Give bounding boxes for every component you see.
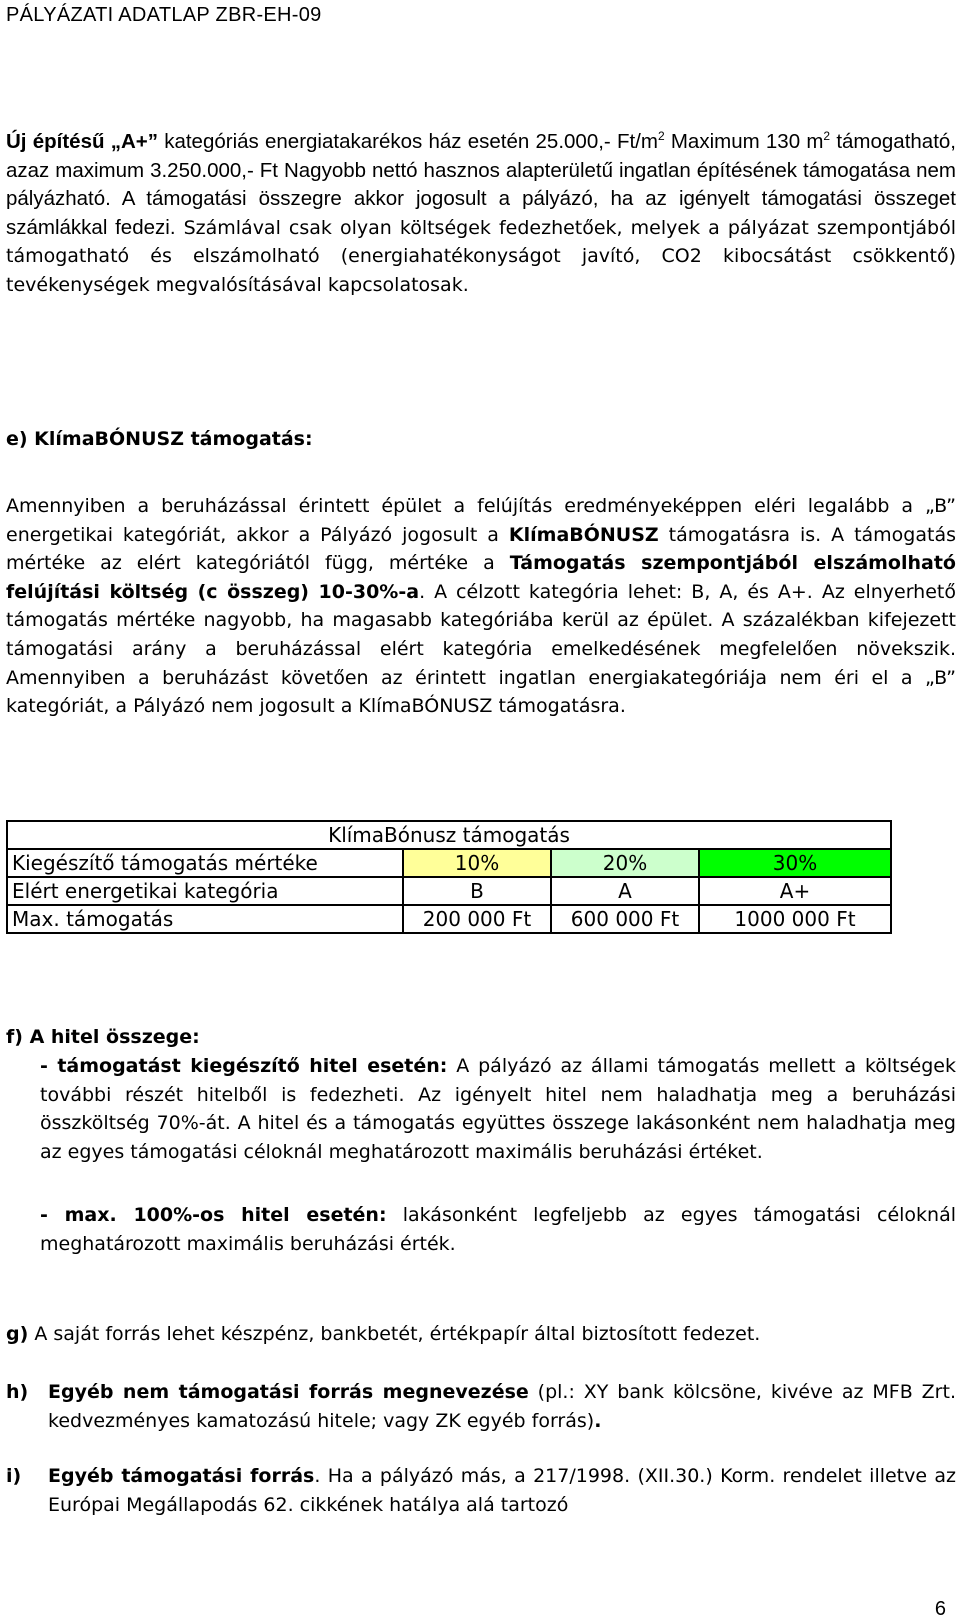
document-header: PÁLYÁZATI ADATLAP ZBR-EH-09: [6, 4, 322, 26]
table-title-row: [7, 821, 891, 849]
table-cell: 200 000 Ft: [403, 905, 551, 933]
text-span: Maximum 130 m: [664, 130, 824, 153]
row-label: Elért energetikai kategória: [7, 877, 403, 905]
superscript: 2: [657, 129, 665, 144]
text-span: támogatásra is. A támogatás mértéke az elért kategóriától függ, mértéke a: [6, 523, 956, 575]
bold-text: Egyéb támogatási forrás: [48, 1465, 315, 1487]
text-span: A pályázó az állami támogatás mellett a költségek további részét hitelből is fedezheti. Az igényelt hitel nem haladhatja meg a beruházási összköltség 70%-át. A hitel és a támogatás együttes összege lakásonként nem haladhatja meg az egyes támogatási céloknál meghatározott maximális beruházási értéket.: [40, 1055, 956, 1163]
row-label: Max. támogatás: [7, 905, 403, 933]
row-label: Kiegészítő támogatás mértéke: [7, 849, 403, 877]
table-row: [7, 905, 891, 933]
table-cell: 600 000 Ft: [551, 905, 699, 933]
bold-text: i): [6, 1465, 22, 1487]
table-cell: A+: [699, 877, 891, 905]
bold-a-plus-label: Új építésű „A+”: [6, 130, 158, 153]
text-span: A saját forrás lehet készpénz, bankbetét, értékpapír által biztosított fedezet.: [28, 1323, 761, 1345]
text-span: Amennyiben a beruházással érintett épület a felújítás eredményeképpen eléri legalább a „B” energetikai kategóriát, akkor a Pályázó jogosult a: [6, 495, 956, 546]
text-span: Számlával csak olyan költségek fedezhetőek, melyek a pályázat szempontjából támogatható és elszámolható (energiahatékonyságot javító, CO2 kibocsátást csökkentő) tevékenységek megvalósításával kapcsolatosak.: [6, 216, 956, 296]
table-cell: B: [403, 877, 551, 905]
section-e-heading: e) KlímaBÓNUSZ támogatás:: [6, 428, 313, 450]
superscript: 2: [823, 129, 831, 144]
section-h-label: [6, 1378, 28, 1407]
text-span: lakásonként legfeljebb az egyes támogatási céloknál meghatározott maximális beruházási érték.: [40, 1204, 956, 1255]
table-row: [7, 849, 891, 877]
cell-20pct: 20%: [551, 849, 699, 877]
section-h: [48, 1378, 956, 1435]
table-cell: A: [551, 877, 699, 905]
text-span: . Ha a pályázó más, a 217/1998. (XII.30.) Korm. rendelet illetve az Európai Megállapodás 62. cikkének hatálya alá tartozó: [48, 1465, 957, 1516]
paragraph-klimabonus: [6, 492, 956, 721]
bold-text: - max. 100%-os hitel esetén:: [40, 1204, 387, 1226]
bold-text: KlímaBÓNUSZ: [508, 523, 659, 546]
bold-text: .: [594, 1409, 602, 1432]
page-number: 6: [934, 1598, 946, 1620]
paragraph-a-plus-house: [6, 128, 956, 300]
section-i-label: [6, 1462, 21, 1491]
bold-text: Egyéb nem támogatási forrás megnevezése: [48, 1381, 529, 1403]
bold-text: g): [6, 1323, 29, 1345]
cell-10pct: 10%: [403, 849, 551, 877]
bold-text: Támogatás szempontjából elszámolható felújítási költség (c összeg) 10-30%-a: [6, 552, 956, 603]
section-f-heading: f) A hitel összege:: [6, 1026, 200, 1048]
text-span: kategóriás energiatakarékos ház esetén 25.000,- Ft/m: [157, 130, 658, 153]
bold-text: h): [6, 1381, 29, 1403]
cell-30pct: 30%: [699, 849, 891, 877]
text-span: támogatható, azaz maximum 3.250.000,- Ft Nagyobb nettó hasznos alapterületű ingatlan építésének támogatása nem pályázható. A támogatási összegre akkor jogosult a pályázó, ha az igényelt támogatási összeget számlákkal fedezi.: [6, 130, 956, 239]
loan-item-full: [40, 1201, 956, 1258]
table-title: KlímaBónusz támogatás: [7, 821, 891, 849]
loan-item-supplementary: [40, 1052, 956, 1166]
section-i: [48, 1462, 956, 1519]
text-span: (pl.: XY bank kölcsöne, kivéve az MFB Zrt. kedvezményes kamatozású hitele; vagy ZK egyéb forrás): [48, 1381, 956, 1432]
section-g: [6, 1320, 760, 1349]
table-cell: 1000 000 Ft: [699, 905, 891, 933]
klimabonus-table: [6, 820, 892, 934]
text-span: . A célzott kategória lehet: B, A, és A+. Az elnyerhető támogatás mértéke nagyobb, ha magasabb kategóriába kerül az épület. A százalékban kifejezett támogatási arány a beruházással elért kategória emelkedésének megfelelően növekszik. Amennyiben a beruházást követően az érintett ingatlan energiakategóriája nem éri el a „B” kategóriát, a Pályázó nem jogosult a KlímaBÓNUSZ támogatásra.: [6, 580, 956, 718]
bold-text: - támogatást kiegészítő hitel esetén:: [40, 1055, 448, 1077]
table-row: [7, 877, 891, 905]
